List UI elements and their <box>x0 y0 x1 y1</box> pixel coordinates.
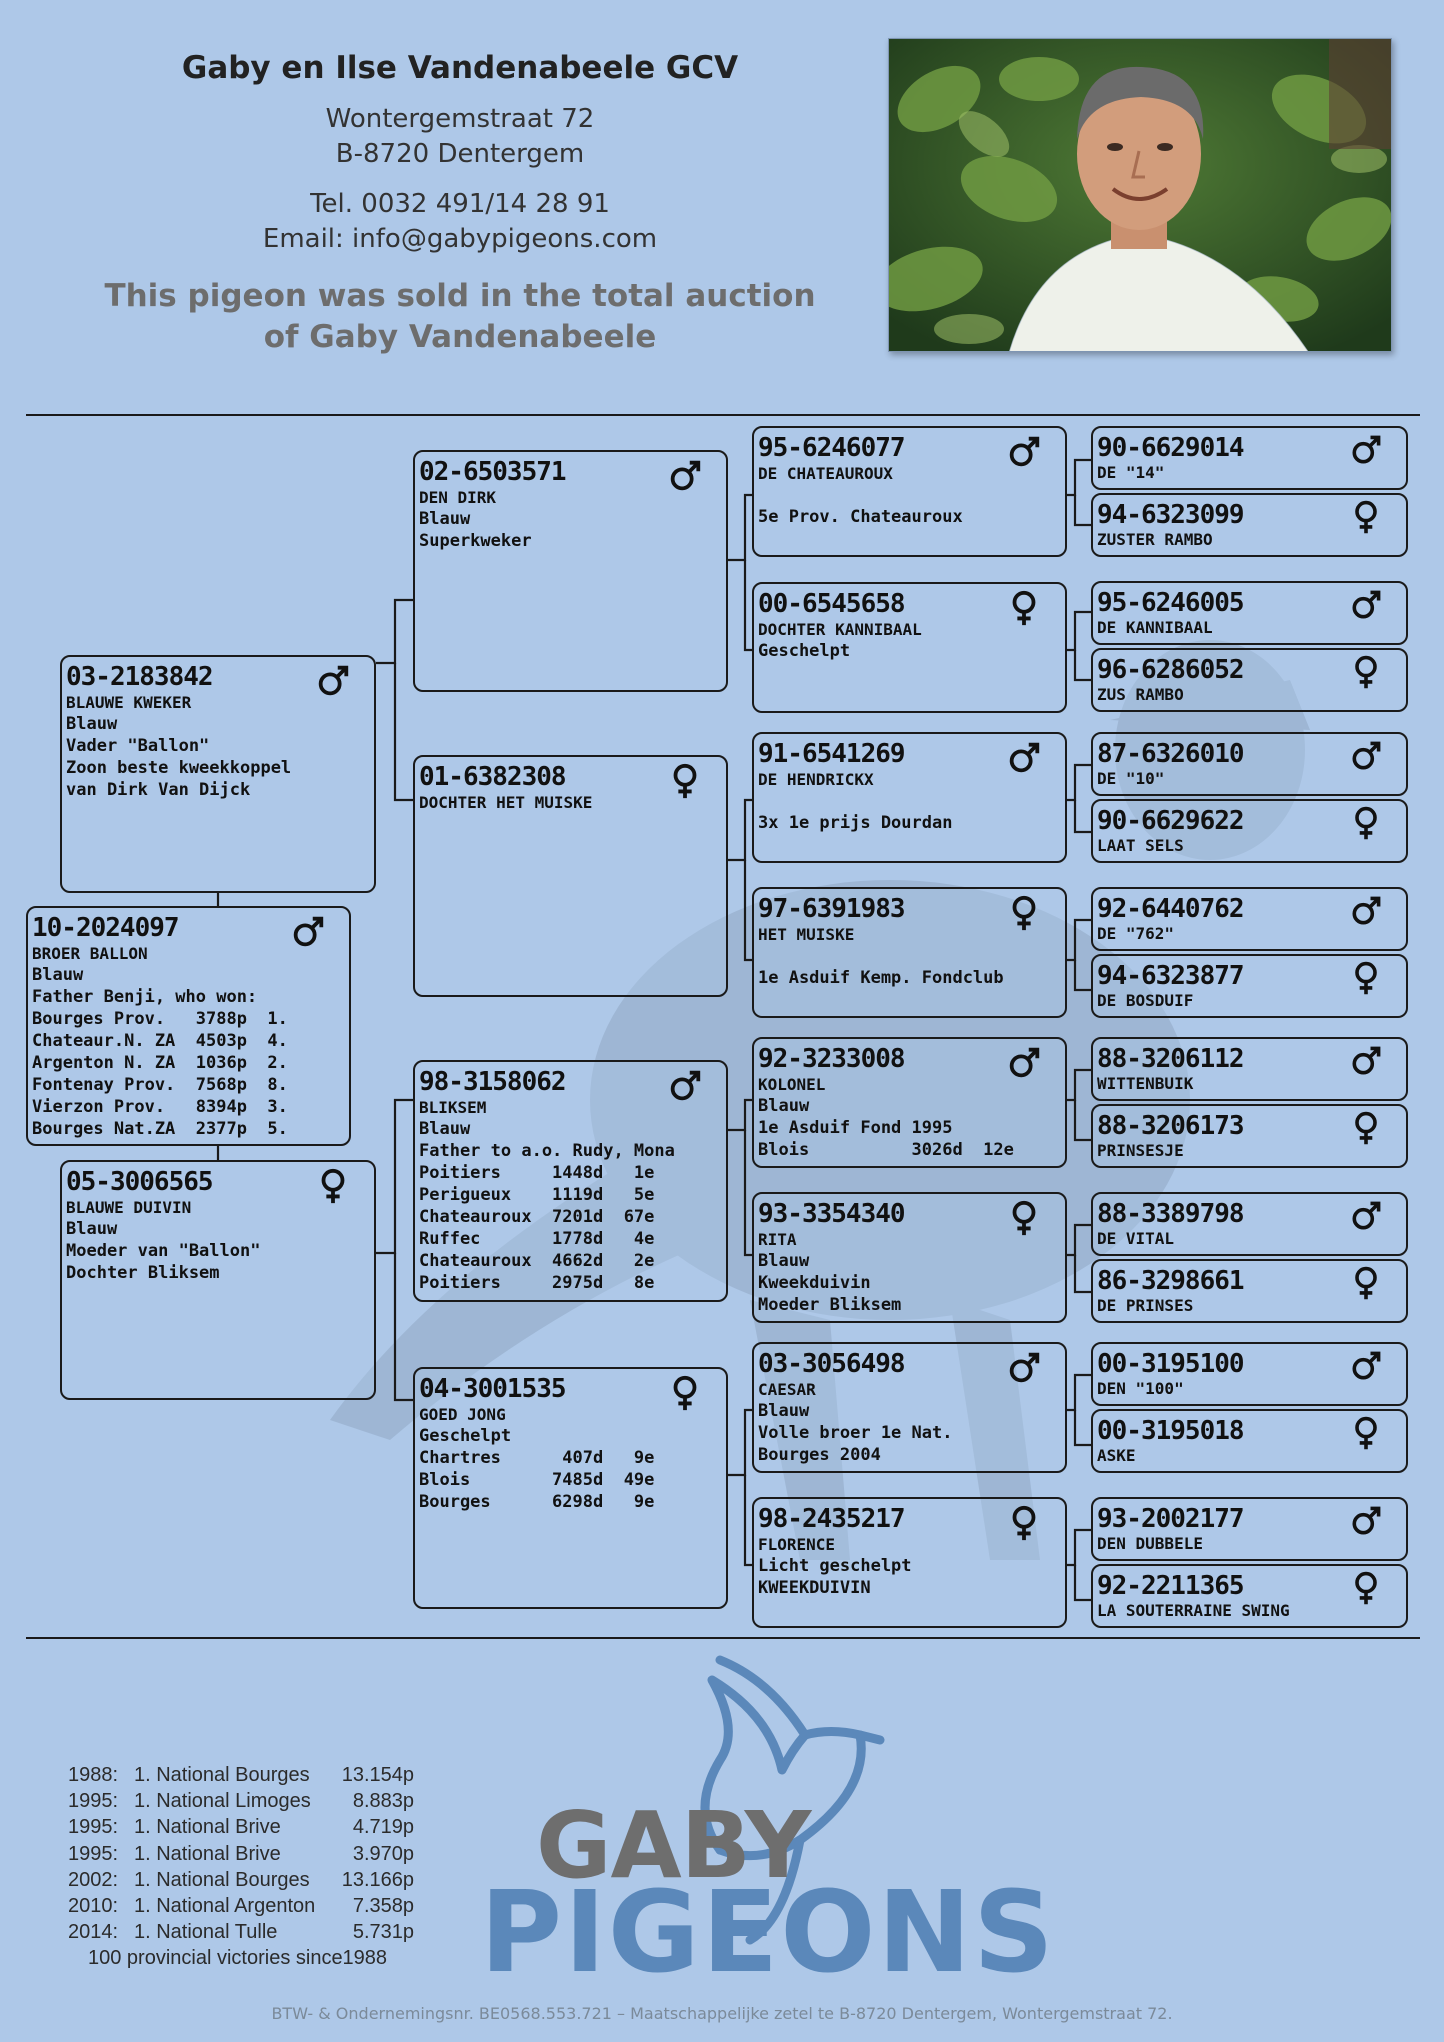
pigeon-card-gen4[interactable] <box>1091 1192 1408 1256</box>
pigeon-card-gen4[interactable] <box>1091 1564 1408 1628</box>
female-symbol-icon <box>1348 1570 1384 1606</box>
pigeon-note: 5e Prov. Chateauroux <box>758 507 963 527</box>
ring-number: 00-6545658 <box>758 589 905 619</box>
pigeon-name: DE BOSDUIF <box>1097 991 1194 1010</box>
ring-number: 00-3195018 <box>1097 1416 1244 1446</box>
pigeon-name: HET MUISKE <box>758 925 855 944</box>
pigeon-card-gen4[interactable] <box>1091 426 1408 490</box>
pigeon-name: LA SOUTERRAINE SWING <box>1097 1601 1290 1620</box>
ring-number: 92-6440762 <box>1097 894 1244 924</box>
pigeon-note: Bourges 2004 <box>758 1445 881 1465</box>
pigeon-name: DE "14" <box>1097 463 1165 482</box>
ring-number: 98-2435217 <box>758 1504 905 1534</box>
race-result: Chateauroux 7201d 67e <box>419 1207 655 1227</box>
pigeon-name: RITA <box>758 1230 797 1249</box>
victory-title: 1. National Argenton <box>134 1894 316 1917</box>
victory-title: 1. National Brive <box>134 1816 281 1839</box>
ring-number: 98-3158062 <box>419 1067 566 1097</box>
pigeon-note: Moeder Bliksem <box>758 1295 902 1315</box>
male-symbol-icon <box>1348 893 1384 929</box>
breeder-email: Email: info@gabypigeons.com <box>262 224 658 254</box>
pigeon-note <box>758 790 1060 812</box>
victory-title: 1. National Bourges <box>134 1868 310 1891</box>
ring-number: 94-6323099 <box>1097 500 1244 530</box>
female-symbol-icon <box>314 1166 352 1206</box>
pigeon-note: Blauw <box>66 1219 118 1239</box>
pigeon-card-gen3[interactable] <box>752 426 1067 557</box>
pigeon-name: PRINSESJE <box>1097 1141 1184 1160</box>
logo-word-gaby: GABY <box>536 1792 811 1899</box>
pigeon-note <box>758 945 1060 967</box>
pigeon-note: Blauw <box>758 1401 810 1421</box>
pigeon-name: ZUSTER RAMBO <box>1097 530 1213 549</box>
pigeon-note: KWEEKDUIVIN <box>758 1578 871 1598</box>
male-symbol-icon <box>289 912 327 952</box>
female-symbol-icon <box>1005 588 1043 628</box>
male-symbol-icon <box>1348 1503 1384 1539</box>
victory-points: 4.719p <box>352 1816 414 1839</box>
pigeon-name: DE "762" <box>1097 924 1175 943</box>
ring-number: 87-6326010 <box>1097 739 1244 769</box>
victory-points: 3.970p <box>352 1842 414 1865</box>
pigeon-note: Father Benji, who won: <box>32 987 258 1007</box>
ring-number: 88-3206112 <box>1097 1044 1244 1074</box>
race-result: Poitiers 1448d 1e <box>419 1163 655 1183</box>
ring-number: 03-2183842 <box>66 662 213 692</box>
ring-number: 90-6629014 <box>1097 433 1244 463</box>
pigeon-card-gen4[interactable] <box>1091 581 1408 645</box>
race-result: Poitiers 2975d 8e <box>419 1273 655 1293</box>
female-symbol-icon <box>1005 1503 1043 1543</box>
victory-points: 5.731p <box>352 1921 414 1944</box>
pigeon-note: Zoon beste kweekkoppel <box>66 758 292 778</box>
victory-row <box>68 1841 414 1867</box>
pigeon-name: DOCHTER KANNIBAAL <box>758 620 922 639</box>
male-symbol-icon <box>1348 1348 1384 1384</box>
race-result: Vierzon Prov. 8394p 3. <box>32 1097 288 1117</box>
race-result: Chateaur.N. ZA 4503p 4. <box>32 1031 288 1051</box>
victory-year: 1995: <box>68 1816 119 1839</box>
victory-title: 1. National Limoges <box>134 1790 311 1813</box>
breeder-city: B-8720 Dentergem <box>335 139 585 169</box>
logo-word-pigeons: PIGEONS <box>480 1868 1056 1998</box>
pigeon-note: Blauw <box>32 965 84 985</box>
pigeon-card-gen4[interactable] <box>1091 954 1408 1018</box>
female-symbol-icon <box>1005 1198 1043 1238</box>
pigeon-note: Blauw <box>758 1096 810 1116</box>
pigeon-card-gen3[interactable] <box>752 732 1067 863</box>
pigeon-name: DOCHTER HET MUISKE <box>419 793 593 812</box>
pigeon-name: CAESAR <box>758 1380 816 1399</box>
female-symbol-icon <box>666 761 704 801</box>
ring-number: 86-3298661 <box>1097 1266 1244 1296</box>
ring-number: 92-3233008 <box>758 1044 905 1074</box>
victory-row <box>68 1788 414 1814</box>
victory-row <box>68 1762 414 1788</box>
female-symbol-icon <box>1348 960 1384 996</box>
pigeon-note: Blauw <box>419 509 471 529</box>
pigeon-card-dam-sire[interactable] <box>413 1060 728 1302</box>
pigeon-card-gen4[interactable] <box>1091 1342 1408 1406</box>
pigeon-note: 1e Asduif Kemp. Fondclub <box>758 968 1004 988</box>
pigeon-card-subject[interactable] <box>26 906 351 1146</box>
pigeon-note: Kweekduivin <box>758 1273 871 1293</box>
female-symbol-icon <box>1348 805 1384 841</box>
race-result: Chartres 407d 9e <box>419 1448 655 1468</box>
pigeon-name: ZUS RAMBO <box>1097 685 1184 704</box>
pigeon-card-gen4[interactable] <box>1091 648 1408 712</box>
pigeon-name: KOLONEL <box>758 1075 826 1094</box>
victory-year: 1995: <box>68 1842 119 1865</box>
pigeon-note: 3x 1e prijs Dourdan <box>758 813 953 833</box>
race-result: Bourges Prov. 3788p 1. <box>32 1009 288 1029</box>
victory-year: 2014: <box>68 1921 119 1944</box>
pigeon-note: Licht geschelpt <box>758 1556 912 1576</box>
pigeon-card-gen3[interactable] <box>752 1192 1067 1323</box>
pigeon-name: DE "10" <box>1097 769 1165 788</box>
female-symbol-icon <box>1348 1265 1384 1301</box>
male-symbol-icon <box>666 1066 704 1106</box>
ring-number: 93-2002177 <box>1097 1504 1244 1534</box>
ring-number: 92-2211365 <box>1097 1571 1244 1601</box>
ring-number: 93-3354340 <box>758 1199 905 1229</box>
victory-points: 8.883p <box>352 1790 414 1813</box>
female-symbol-icon <box>1005 893 1043 933</box>
ring-number: 94-6323877 <box>1097 961 1244 991</box>
pigeon-name: BROER BALLON <box>32 944 148 963</box>
race-result: Blois 7485d 49e <box>419 1470 655 1490</box>
pigeon-card-gen4[interactable] <box>1091 1409 1408 1473</box>
victory-title: 1. National Bourges <box>134 1764 310 1786</box>
victory-year: 1988: <box>68 1764 119 1786</box>
auction-line-1: This pigeon was sold in the total auction <box>104 278 816 314</box>
ring-number: 97-6391983 <box>758 894 905 924</box>
male-symbol-icon <box>1348 738 1384 774</box>
ring-number: 04-3001535 <box>419 1374 566 1404</box>
pigeon-name: ASKE <box>1097 1446 1136 1465</box>
pigeon-card-dam-dam[interactable] <box>413 1367 728 1609</box>
pigeon-name: DE CHATEAUROUX <box>758 464 893 483</box>
pigeon-card-sire-dam[interactable] <box>413 755 728 997</box>
race-result: Chateauroux 4662d 2e <box>419 1251 655 1271</box>
ring-number: 01-6382308 <box>419 762 566 792</box>
pigeon-note: Superkweker <box>419 531 532 551</box>
breeder-street: Wontergemstraat 72 <box>325 104 595 134</box>
victory-points: 7.358p <box>352 1894 414 1917</box>
pigeon-name: BLAUWE KWEKER <box>66 693 192 712</box>
pigeon-card-gen4[interactable] <box>1091 1037 1408 1101</box>
gaby-pigeons-logo <box>470 1640 1056 1998</box>
race-result: Bourges 6298d 9e <box>419 1492 655 1512</box>
ring-number: 05-3006565 <box>66 1167 213 1197</box>
male-symbol-icon <box>1348 1198 1384 1234</box>
victory-title: 1. National Tulle <box>134 1921 278 1944</box>
pigeon-card-gen4[interactable] <box>1091 1497 1408 1561</box>
ring-number: 00-3195100 <box>1097 1349 1244 1379</box>
race-result: Perigueux 1119d 5e <box>419 1185 655 1205</box>
pigeon-card-gen4[interactable] <box>1091 493 1408 557</box>
victory-year: 2002: <box>68 1868 119 1891</box>
female-symbol-icon <box>666 1373 704 1413</box>
pigeon-name: DE PRINSES <box>1097 1296 1194 1315</box>
pigeon-name: DE HENDRICKX <box>758 770 874 789</box>
pigeon-note: Blois 3026d 12e <box>758 1140 1014 1160</box>
pigeon-name: LAAT SELS <box>1097 836 1184 855</box>
victory-row <box>68 1867 414 1893</box>
ring-number: 10-2024097 <box>32 913 179 943</box>
male-symbol-icon <box>1005 432 1043 472</box>
race-result: Fontenay Prov. 7568p 8. <box>32 1075 288 1095</box>
auction-line-2: of Gaby Vandenabeele <box>263 319 657 355</box>
victories-note: 100 provincial victories since1988 <box>88 1947 388 1970</box>
pigeon-card-gen3[interactable] <box>752 1497 1067 1628</box>
pigeon-card-gen3[interactable] <box>752 1342 1067 1473</box>
female-symbol-icon <box>1348 1415 1384 1451</box>
pigeon-note: Volle broer 1e Nat. <box>758 1423 953 1443</box>
pigeon-name: WITTENBUIK <box>1097 1074 1194 1093</box>
pigeon-card-gen4[interactable] <box>1091 887 1408 951</box>
pigeon-name: FLORENCE <box>758 1535 836 1554</box>
pigeon-note: Geschelpt <box>419 1426 512 1446</box>
pigeon-card-sire[interactable] <box>60 655 376 893</box>
pigeon-name: DEN DIRK <box>419 488 497 507</box>
pigeon-name: DEN DUBBELE <box>1097 1534 1203 1553</box>
pigeon-name: BLAUWE DUIVIN <box>66 1198 192 1217</box>
male-symbol-icon <box>1005 738 1043 778</box>
ring-number: 95-6246077 <box>758 433 905 463</box>
ring-number: 96-6286052 <box>1097 655 1244 685</box>
victories-list <box>68 1762 414 1971</box>
ring-number: 95-6246005 <box>1097 588 1244 618</box>
pigeon-note: Dochter Bliksem <box>66 1263 220 1283</box>
victory-year: 2010: <box>68 1894 119 1917</box>
pigeon-card-gen4[interactable] <box>1091 1259 1408 1323</box>
pigeon-note: Geschelpt <box>758 641 851 661</box>
pigeon-note: Blauw <box>758 1251 810 1271</box>
pigeon-card-gen4[interactable] <box>1091 799 1408 863</box>
pigeon-note: Blauw <box>66 714 118 734</box>
pigeon-name: DE VITAL <box>1097 1229 1175 1248</box>
female-symbol-icon <box>1348 1110 1384 1146</box>
pigeon-name: DEN "100" <box>1097 1379 1184 1398</box>
pigeon-card-gen3[interactable] <box>752 887 1067 1018</box>
pigeon-note: Moeder van "Ballon" <box>66 1241 261 1261</box>
pigeon-note: van Dirk Van Dijck <box>66 780 251 800</box>
race-result: Argenton N. ZA 1036p 2. <box>32 1053 288 1073</box>
female-symbol-icon <box>1348 654 1384 690</box>
pigeon-card-sire-sire[interactable] <box>413 450 728 692</box>
pigeon-name: DE KANNIBAAL <box>1097 618 1213 637</box>
pigeon-name: GOED JONG <box>419 1405 506 1424</box>
ring-number: 02-6503571 <box>419 457 566 487</box>
victory-title: 1. National Brive <box>134 1842 281 1865</box>
female-symbol-icon <box>1348 499 1384 535</box>
pigeon-card-gen3[interactable] <box>752 582 1067 713</box>
pigeon-note: Father to a.o. Rudy, Mona <box>419 1141 675 1161</box>
pigeon-note <box>758 484 1060 506</box>
victory-row <box>68 1919 414 1945</box>
ring-number: 90-6629622 <box>1097 806 1244 836</box>
ring-number: 03-3056498 <box>758 1349 905 1379</box>
pigeon-card-gen4[interactable] <box>1091 732 1408 796</box>
pigeon-note: Vader "Ballon" <box>66 736 210 756</box>
pigeon-name: BLIKSEM <box>419 1098 487 1117</box>
race-result: Ruffec 1778d 4e <box>419 1229 655 1249</box>
pigeon-card-dam[interactable] <box>60 1160 376 1400</box>
male-symbol-icon <box>1005 1043 1043 1083</box>
pigeon-note: Blauw <box>419 1119 471 1139</box>
ring-number: 88-3389798 <box>1097 1199 1244 1229</box>
breeder-name: Gaby en Ilse Vandenabeele GCV <box>181 50 739 86</box>
pigeon-card-gen4[interactable] <box>1091 1104 1408 1168</box>
male-symbol-icon <box>666 456 704 496</box>
breeder-phone: Tel. 0032 491/14 28 91 <box>310 189 610 219</box>
male-symbol-icon <box>1348 1043 1384 1079</box>
victory-row <box>68 1893 414 1919</box>
race-result: Bourges Nat.ZA 2377p 5. <box>32 1119 288 1139</box>
male-symbol-icon <box>1348 587 1384 623</box>
legal-footer: BTW- & Ondernemingsnr. BE0568.553.721 – Maatschappelijke zetel te B-8720 Dentergem, Wontergemstraat 72. <box>271 2004 1173 2023</box>
male-symbol-icon <box>314 661 352 701</box>
pigeon-note: 1e Asduif Fond 1995 <box>758 1118 953 1138</box>
male-symbol-icon <box>1005 1348 1043 1388</box>
male-symbol-icon <box>1348 432 1384 468</box>
victory-row <box>68 1814 414 1840</box>
victory-points: 13.166p <box>341 1868 414 1891</box>
pigeon-card-gen3[interactable] <box>752 1037 1067 1168</box>
victory-year: 1995: <box>68 1790 119 1813</box>
ring-number: 88-3206173 <box>1097 1111 1244 1141</box>
victory-points: 13.154p <box>341 1764 414 1786</box>
ring-number: 91-6541269 <box>758 739 905 769</box>
